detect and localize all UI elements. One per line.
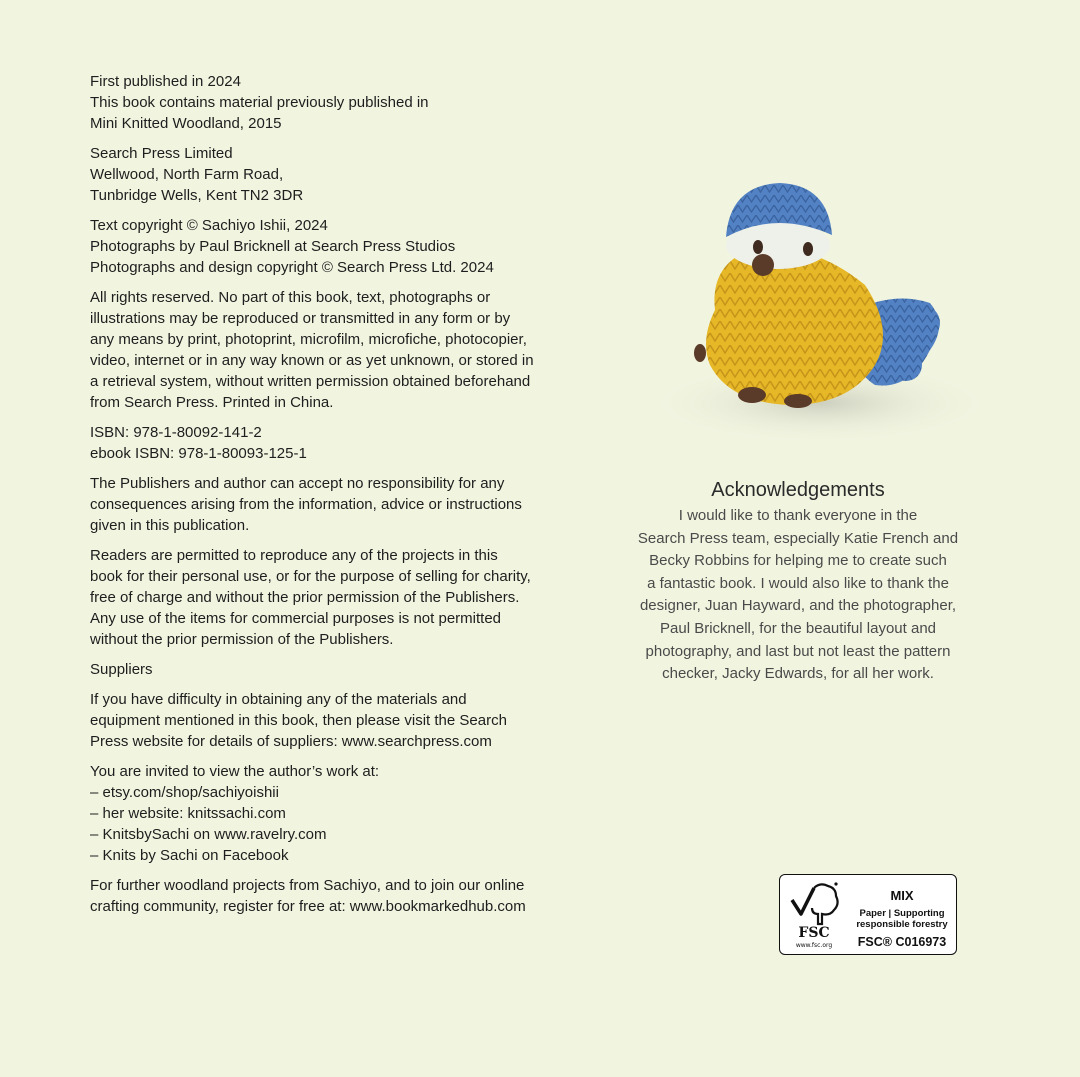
text-line: book for their personal use, or for the purpose of selling for charity,	[90, 568, 531, 585]
ack-line: I would like to thank everyone in the	[678, 507, 918, 524]
text-line: consequences arising from the information, advice or instructions	[90, 496, 522, 513]
fsc-paper-line: Paper | Supporting	[859, 908, 945, 919]
text-line: from Search Press. Printed in China.	[90, 394, 334, 411]
disclaimer	[90, 473, 570, 536]
fsc-tree-icon	[786, 880, 842, 950]
text-line: video, internet or in any way known or as yet unknown, or stored in	[90, 352, 534, 369]
text-line: a retrieval system, without written permission obtained beforehand	[90, 373, 531, 390]
author-link-item: – Knits by Sachi on Facebook	[90, 847, 289, 864]
text-line: ebook ISBN: 978-1-80093-125-1	[90, 445, 307, 462]
text-line: First published in 2024	[90, 73, 241, 90]
fsc-license-code: FSC® C016973	[857, 935, 947, 949]
ack-line: designer, Juan Hayward, and the photographer,	[639, 597, 957, 615]
publication-info	[90, 71, 570, 134]
text-line: crafting community, register for free at: www.bookmarkedhub.com	[90, 898, 526, 915]
text-line: Any use of the items for commercial purposes is not permitted	[90, 610, 502, 627]
fsc-url: www.fsc.org	[795, 942, 833, 949]
text-line: Photographs and design copyright © Search Press Ltd. 2024	[90, 259, 494, 276]
fsc-responsible-line: responsible forestry	[856, 919, 948, 930]
suppliers-info	[90, 689, 570, 752]
text-line: Text copyright © Sachiyo Ishii, 2024	[90, 217, 328, 234]
text-line: Photographs by Paul Bricknell at Search Press Studios	[90, 238, 456, 255]
fsc-logo-text: FSC	[798, 925, 830, 941]
ack-line: Paul Bricknell, for the beautiful layout and	[660, 619, 936, 637]
fsc-certification-label	[779, 874, 957, 955]
knitted-bird-image	[630, 165, 1010, 465]
text-line: The Publishers and author can accept no responsibility for any	[90, 475, 505, 492]
fsc-paper-label	[848, 908, 956, 930]
ack-line: checker, Jacky Edwards, for all her work.	[662, 665, 934, 683]
text-line: any means by print, photoprint, microfilm, microfiche, photocopier,	[90, 331, 527, 348]
ack-line: a fantastic book. I would also like to thank the	[647, 574, 949, 592]
imprint-column	[90, 71, 570, 926]
text-line: Press website for details of suppliers: www.searchpress.com	[90, 733, 492, 750]
text-line: ISBN: 978-1-80092-141-2	[90, 424, 262, 441]
text-line: Tunbridge Wells, Kent TN2 3DR	[90, 187, 304, 204]
text-line: This book contains material previously published in	[90, 94, 429, 111]
author-links	[90, 761, 570, 866]
text-line: Mini Knitted Woodland, 2015	[90, 115, 282, 132]
text-line: Wellwood, North Farm Road,	[90, 166, 284, 183]
ack-line: photography, and last but not least the pattern	[645, 642, 951, 660]
publisher-address	[90, 143, 570, 206]
author-link-item: – etsy.com/shop/sachiyoishii	[90, 784, 279, 801]
text-line: equipment mentioned in this book, then please visit the Search	[90, 712, 507, 729]
text-line: free of charge and without the prior permission of the Publishers.	[90, 589, 520, 606]
author-link-item: – KnitsbySachi on www.ravelry.com	[90, 826, 327, 843]
fsc-mix-label: MIX	[890, 888, 914, 903]
text-line: Search Press Limited	[90, 145, 233, 162]
text-line: You are invited to view the author’s work at:	[90, 763, 380, 780]
text-line: For further woodland projects from Sachiyo, and to join our online	[90, 877, 525, 894]
acknowledgements-title: Acknowledgements	[711, 479, 885, 501]
acknowledgements-section	[598, 477, 998, 686]
text-line: Suppliers	[90, 661, 153, 678]
suppliers-heading	[90, 659, 570, 680]
text-line: illustrations may be reproduced or transmitted in any form or by	[90, 310, 511, 327]
community-info	[90, 875, 570, 917]
rights-statement	[90, 287, 570, 413]
text-line: All rights reserved. No part of this book, text, photographs or	[90, 289, 491, 306]
ack-line: Becky Robbins for helping me to create such	[649, 552, 947, 570]
author-link-item: – her website: knitssachi.com	[90, 805, 286, 822]
permissions-statement	[90, 545, 570, 650]
ack-line: Search Press team, especially Katie French and	[637, 529, 959, 547]
text-line: given in this publication.	[90, 517, 250, 534]
text-line: without the prior permission of the Publishers.	[90, 631, 394, 648]
text-line: If you have difficulty in obtaining any of the materials and	[90, 691, 467, 708]
text-line: Readers are permitted to reproduce any of the projects in this	[90, 547, 498, 564]
isbn-info	[90, 422, 570, 464]
copyright-info	[90, 215, 570, 278]
